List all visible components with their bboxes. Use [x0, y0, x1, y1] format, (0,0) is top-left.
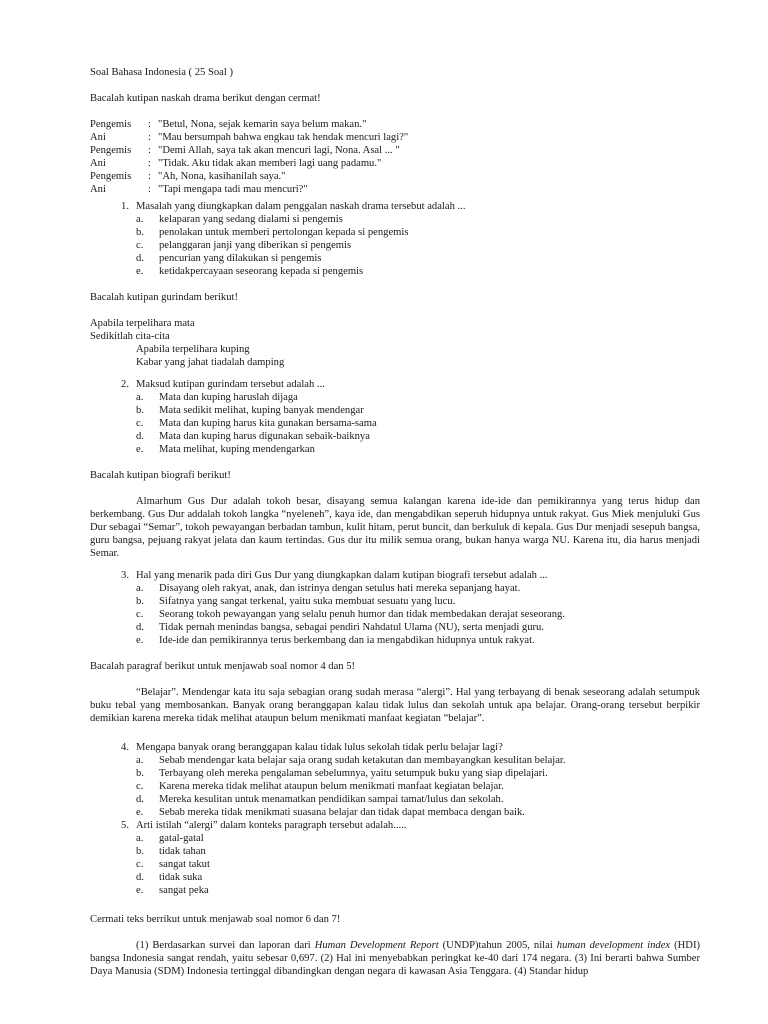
option-item: a. Sebab mendengar kata belajar saja orang sudah ketakutan dan membayangkan kesulitan belajar. — [136, 755, 566, 766]
options-5 — [136, 832, 700, 897]
drama-dialog — [90, 118, 700, 196]
dialog-line: Pengemis : "Betul, Nona, sejak kemarin saya belum makan." — [90, 119, 367, 130]
dialog-line: Pengemis : "Ah, Nona, kasihanilah saya." — [90, 171, 286, 182]
options-4 — [136, 754, 700, 819]
option-item: b. Sifatnya yang sangat terkenal, yaitu suka membuat sesuatu yang lucu. — [136, 596, 456, 607]
option-item: b. tidak tahan — [136, 846, 206, 857]
poem-line: Sedikitlah cita-cita — [90, 331, 170, 342]
hdi-paragraph: (1) Berdasarkan survei dan laporan dari Human Development Report (UNDP)tahun 2005, nilai human development index (HDI) bangsa Indonesia sangat rendah, yaitu sebesar 0,697. (2) Hal ini menyebabkan peringkat ke-40 dari 174 negara. (3) Ini berarti bahwa Sumber Daya Manusia (SDM) Indonesia tertinggal dibandingkan dengan negara di kawasan Asia Tenggara. (4) Standar hidup — [90, 940, 700, 977]
poem-line: Kabar yang jahat tiadalah damping — [136, 357, 285, 368]
gurindam-poem — [90, 317, 700, 369]
option-item: c. Seorang tokoh pewayangan yang selalu penuh humor dan tidak membedakan derajat seseorang. — [136, 609, 565, 620]
instruction-teks: Cermati teks berrikut untuk menjawab soal nomor 6 dan 7! — [90, 914, 341, 925]
option-item: e. Mata melihat, kuping mendengarkan — [136, 444, 315, 455]
option-item: d. Tidak pernah menindas bangsa, sebagai pendiri Nahdatul Ulama (NU), serta menjadi guru. — [136, 622, 544, 633]
option-item: d. tidak suka — [136, 872, 203, 883]
option-item: a. kelaparan yang sedang dialami si pengemis — [136, 214, 343, 225]
question-4: 4. Mengapa banyak orang beranggapan kalau tidak lulus sekolah tidak perlu belajar lagi? — [121, 742, 503, 753]
poem-line: Apabila terpelihara kuping — [136, 344, 250, 355]
options-3 — [136, 582, 700, 647]
dialog-line: Ani : "Tapi mengapa tadi mau mencuri?" — [90, 184, 308, 195]
option-item: b. Mata sedikit melihat, kuping banyak mendengar — [136, 405, 364, 416]
belajar-paragraph: “Belajar”. Mendengar kata itu saja sebagian orang sudah merasa “alergi”. Hal yang terbayang di benak seseorang adalah setumpuk buku tebal yang membosankan. Banyak orang beranggapan kalau tidak lulus dan sekolah untuk apa belajar. Orang-orang tersebut berpikir demikian karena mereka tidak melihat ataupun belum menikmati manfaat kegiatan “belajar”. — [90, 687, 700, 724]
dialog-line: Ani : "Mau bersumpah bahwa engkau tak hendak mencuri lagi?" — [90, 132, 409, 143]
option-item: a. Disayang oleh rakyat, anak, dan istrinya dengan setulus hati mereka sepanjang hayat. — [136, 583, 521, 594]
dialog-line: Ani : "Tidak. Aku tidak akan memberi lagi uang padamu." — [90, 158, 382, 169]
option-item: e. sangat peka — [136, 885, 209, 896]
document-title: Soal Bahasa Indonesia ( 25 Soal ) — [90, 67, 233, 78]
option-item: e. ketidakpercayaan seseorang kepada si pengemis — [136, 266, 364, 277]
option-item: e. Sebab mereka tidak menikmati suasana belajar dan tidak dapat membaca dengan baik. — [136, 807, 525, 818]
instruction-gurindam: Bacalah kutipan gurindam berikut! — [90, 292, 238, 303]
option-item: b. Terbayang oleh mereka pengalaman sebelumnya, yaitu setumpuk buku yang siap dipelajari. — [136, 768, 548, 779]
question-3: 3. Hal yang menarik pada diri Gus Dur yang diungkapkan dalam kutipan biografi tersebut adalah ... — [121, 570, 548, 581]
option-item: c. pelanggaran janji yang diberikan si pengemis — [136, 240, 352, 251]
dialog-line: Pengemis : "Demi Allah, saya tak akan mencuri lagi, Nona. Asal ... " — [90, 145, 400, 156]
question-2: 2. Maksud kutipan gurindam tersebut adalah ... — [121, 379, 325, 390]
option-item: a. gatal-gatal — [136, 833, 204, 844]
option-item: c. sangat takut — [136, 859, 210, 870]
option-item: a. Mata dan kuping haruslah dijaga — [136, 392, 298, 403]
option-item: d. Mata dan kuping harus digunakan sebaik-baiknya — [136, 431, 370, 442]
biografi-paragraph: Almarhum Gus Dur adalah tokoh besar, disayang semua kalangan karena ide-ide dan pemikirannya yang terus hidup dan berkembang. Gus Dur addalah tokoh langka “nyeleneh”, kaya ide, dan mengabdikan seperuh hidupnya untuk rakyat. Gus Miek menjuluki Gus Dur sebagai “Semar”, tokoh pewayangan berbadan tambun, kulit hitam, perut buncit, dan berkuluk di kepala. Gus Dur menjadi sesepuh bangsa, guru bangsa, pejuang rakyat jelata dan kaum tertindas. Gus dur itu milik semua orang, bukan hanya warga NU. Karena itu, dia harus menjadi Semar. — [90, 496, 700, 559]
option-item: d. Mereka kesulitan untuk menamatkan pendidikan sampai tamat/lulus dan sekolah. — [136, 794, 504, 805]
instruction-paragraf: Bacalah paragraf berikut untuk menjawab soal nomor 4 dan 5! — [90, 661, 356, 672]
options-1 — [136, 213, 700, 278]
option-item: c. Mata dan kuping harus kita gunakan bersama-sama — [136, 418, 377, 429]
option-item: c. Karena mereka tidak melihat ataupun belum menikmati manfaat kegiatan belajar. — [136, 781, 504, 792]
option-item: b. penolakan untuk memberi pertolongan kepada si pengemis — [136, 227, 409, 238]
options-2 — [136, 391, 700, 456]
question-5: 5. Arti istilah “alergi” dalam konteks paragraph tersebut adalah..... — [121, 820, 407, 831]
option-item: e. Ide-ide dan pemikirannya terus berkembang dan ia mengabdikan hidupnya untuk rakyat. — [136, 635, 535, 646]
question-1: 1. Masalah yang diungkapkan dalam penggalan naskah drama tersebut adalah ... — [121, 201, 466, 212]
instruction-biografi: Bacalah kutipan biografi berikut! — [90, 470, 231, 481]
instruction-drama: Bacalah kutipan naskah drama berikut dengan cermat! — [90, 93, 321, 104]
poem-line: Apabila terpelihara mata — [90, 318, 195, 329]
option-item: d. pencurian yang dilakukan si pengemis — [136, 253, 322, 264]
